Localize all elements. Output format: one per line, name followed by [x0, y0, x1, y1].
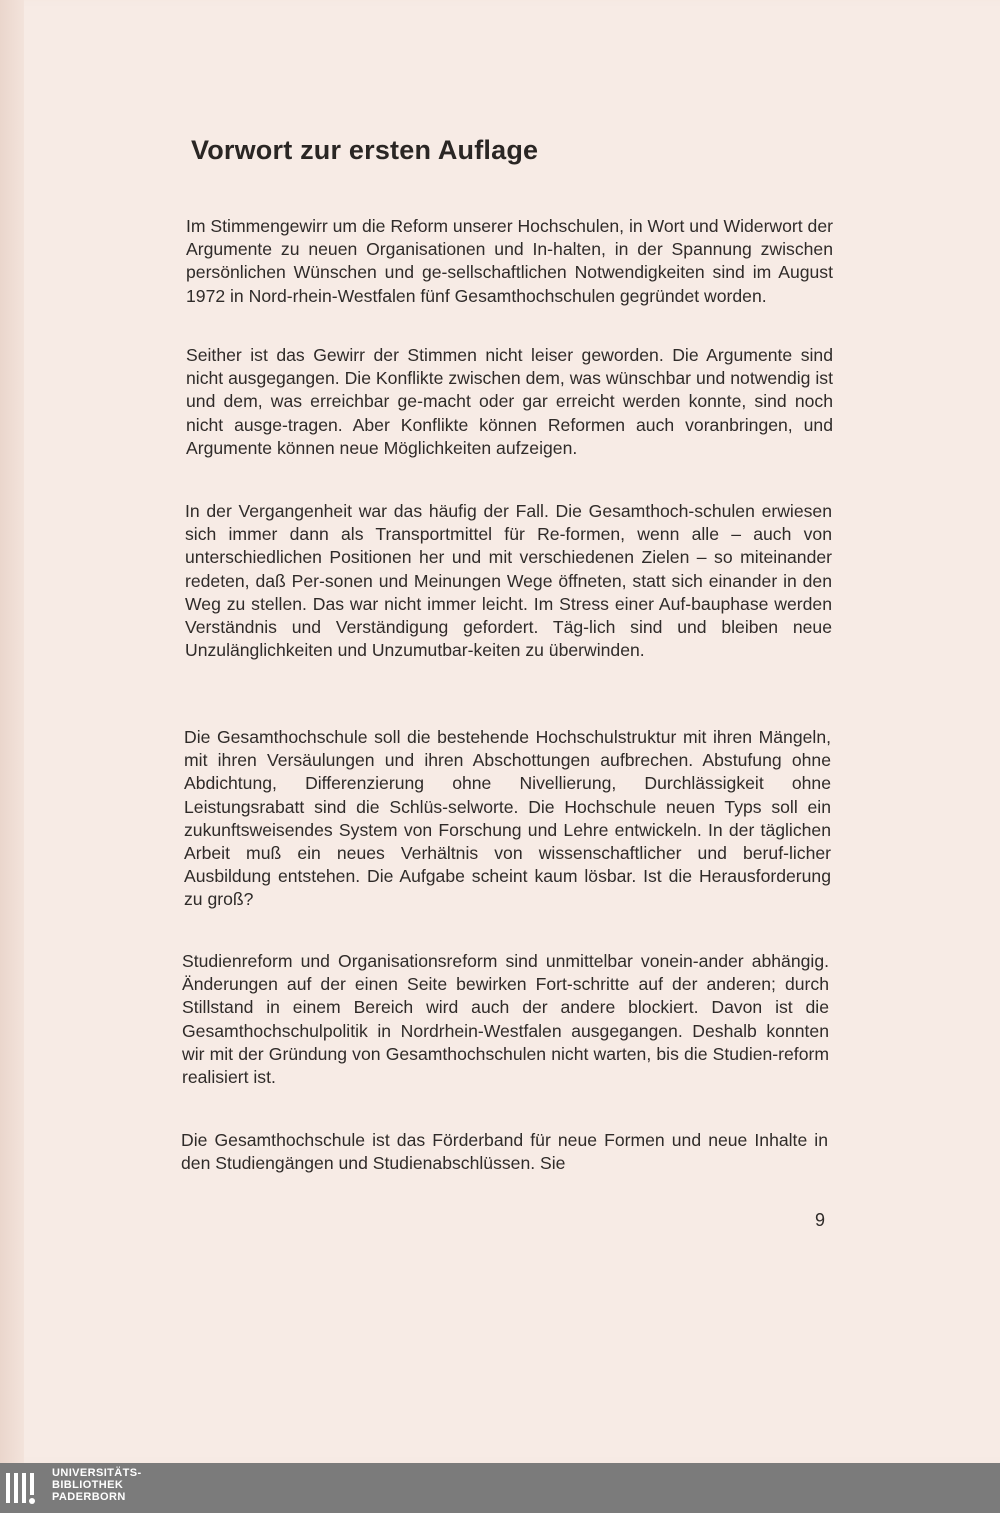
logo-line-3: PADERBORN	[52, 1491, 126, 1503]
page-number: 9	[815, 1210, 826, 1230]
library-footer-bar	[0, 1463, 1000, 1513]
library-logo-text	[52, 1467, 142, 1503]
library-logo-icon	[4, 1469, 44, 1507]
logo-line-2: BIBLIOTHEK	[52, 1479, 124, 1491]
paragraph-1: Im Stimmengewirr um die Reform unserer Hochschulen, in Wort und Widerwort der Argumente zu neuen Organisationen und In-halten, in der Spannung zwischen persönlichen Wünschen und ge-sellschaftlichen Notwendigkeiten sind im August 1972 in Nord-rhein-Westfalen fünf Gesamthochschulen gegründet worden.	[186, 216, 833, 306]
page-gutter	[0, 0, 24, 1463]
paragraph-3: In der Vergangenheit war das häufig der Fall. Die Gesamthoch-schulen erwiesen sich immer dann als Transportmittel für Re-formen, wenn alle – auch von unterschiedlichen Positionen her und mit verschiedenen Zielen – so miteinander redeten, daß Per-sonen und Meinungen Wege öffneten, statt sich einander in den Weg zu stellen. Das war nicht immer leicht. Im Stress einer Auf-bauphase werden Verständnis und Verständigung gefordert. Täg-lich sind und bleiben neue Unzulänglichkeiten und Unzumutbar-keiten zu überwinden.	[185, 501, 832, 661]
paragraph-2: Seither ist das Gewirr der Stimmen nicht leiser geworden. Die Argumente sind nicht ausgegangen. Die Konflikte zwischen dem, was wünschbar und notwendig ist und dem, was erreichbar ge-macht oder gar erreicht werden konnte, sind noch nicht ausge-tragen. Aber Konflikte können Reformen auch voranbringen, und Argumente können neue Möglichkeiten aufzeigen.	[186, 345, 833, 458]
chapter-title: Vorwort zur ersten Auflage	[191, 135, 539, 165]
logo-line-1: UNIVERSITÄTS-	[52, 1467, 142, 1479]
paragraph-5: Studienreform und Organisationsreform sind unmittelbar vonein-ander abhängig. Änderungen auf der einen Seite bewirken Fort-schritte auf der anderen; durch Stillstand in einem Bereich wird auch der andere blockiert. Davon ist die Gesamthochschulpolitik in Nordrhein-Westfalen ausgegangen. Deshalb konnten wir mit der Gründung von Gesamthochschulen nicht warten, bis die Studien-reform realisiert ist.	[182, 951, 829, 1088]
paragraph-4: Die Gesamthochschule soll die bestehende Hochschulstruktur mit ihren Mängeln, mit ihren Versäulungen und ihren Abschottungen aufbrechen. Abstufung ohne Abdichtung, Differenzierung ohne Nivellierung, Durchlässigkeit ohne Leistungsrabatt sind die Schlüs-selworte. Die Hochschule neuen Typs soll ein zukunftsweisendes System von Forschung und Lehre entwickeln. In der täglichen Arbeit muß ein neues Verhältnis von wissenschaftlicher und beruf-licher Ausbildung entstehen. Die Aufgabe scheint kaum lösbar. Ist die Herausforderung zu groß?	[184, 727, 831, 910]
paragraph-6: Die Gesamthochschule ist das Förderband für neue Formen und neue Inhalte in den Studiengängen und Studienabschlüssen. Sie	[181, 1130, 828, 1174]
